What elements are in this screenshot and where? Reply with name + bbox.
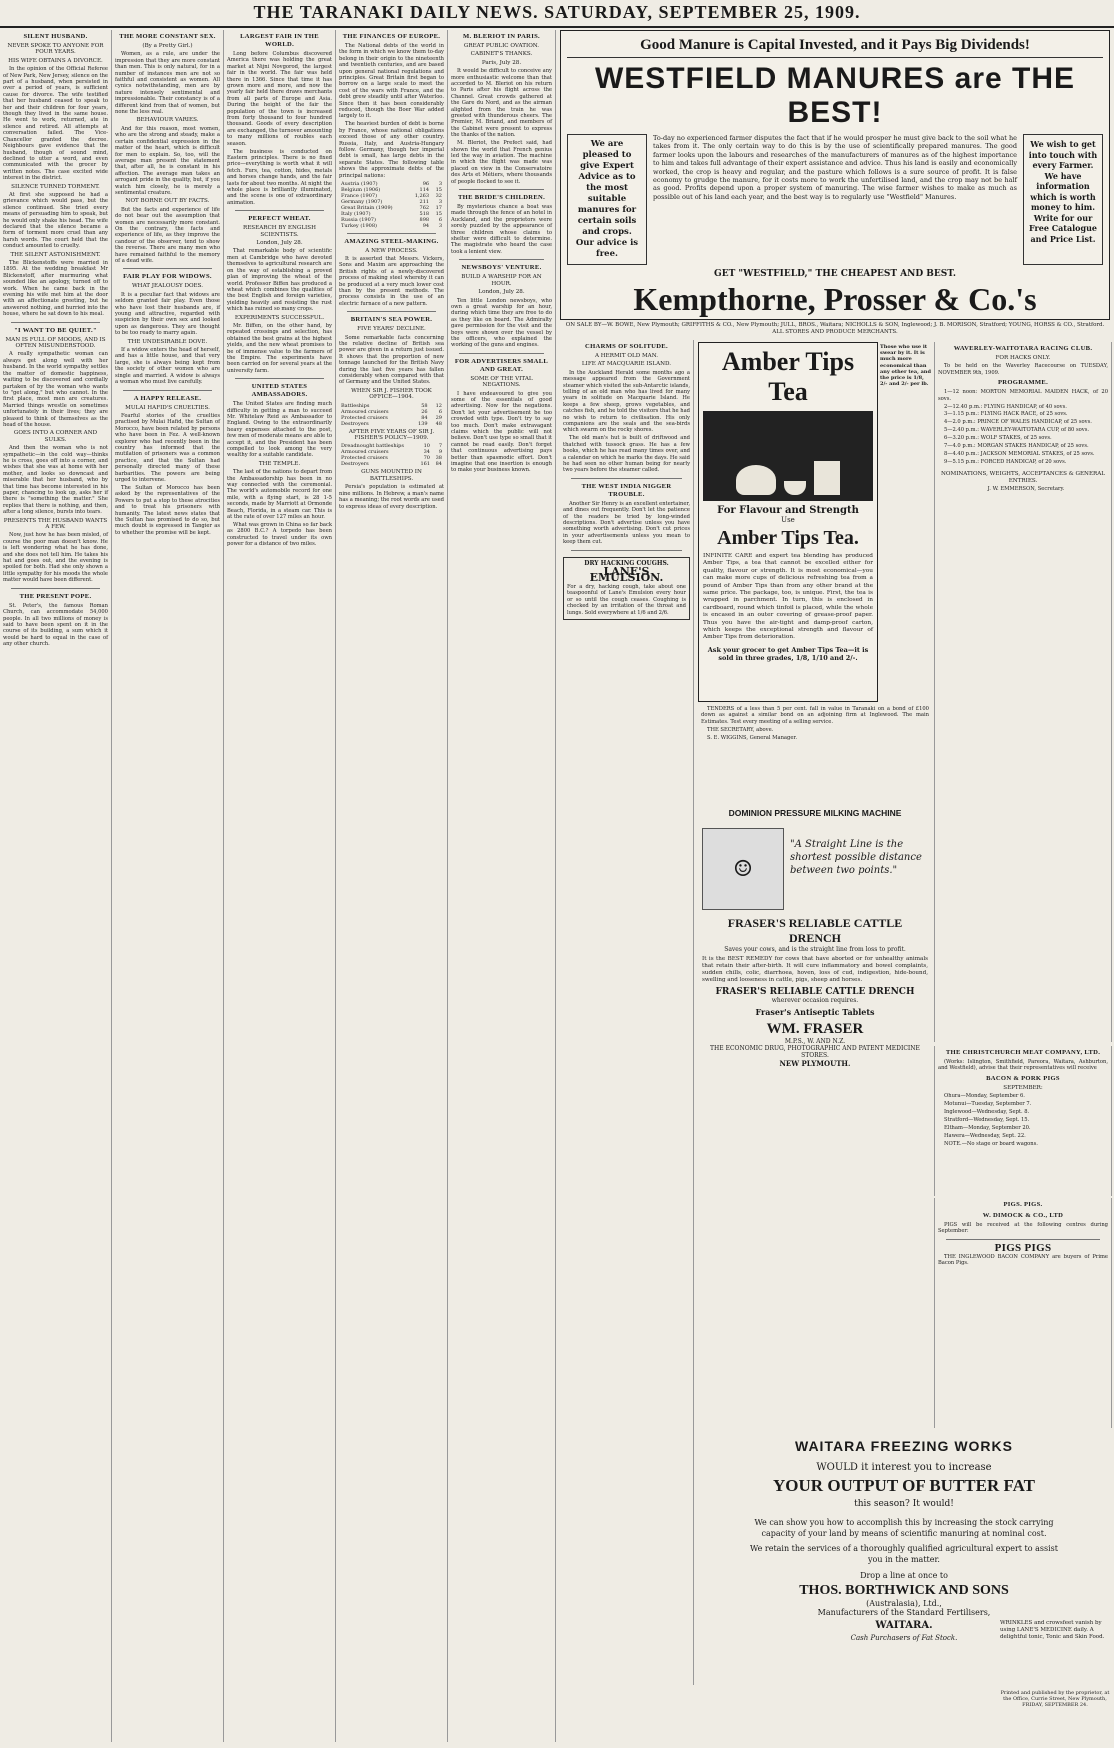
divider <box>347 311 436 312</box>
notice-signature: THE SECRETARY, above. <box>707 726 774 733</box>
table-cell: 94 <box>422 222 430 229</box>
table-cell: Armoured cruisers <box>341 408 389 415</box>
waitara-title: WAITARA FREEZING WORKS <box>795 1438 1013 1454</box>
subheadline: FOR HACKS ONLY. <box>995 355 1051 361</box>
amber-ask: Ask your grocer to get Amber Tips Tea—it is sold in three grades, 1/8, 1/10 and 2/-. <box>707 645 869 662</box>
article-text: A really sympathetic woman can always get along well with her husband. In the world sympathy settles the matter of domestic happiness, waiting to be discovered and cordially partaken of by the woman who wants to "get along," but who cannot. In the first place, most men are creatures. Married things wrestle on sometimes unfortunately in their lives; they are pleased to think of themselves as the head of the house. <box>3 351 108 428</box>
divider <box>11 322 100 323</box>
divider <box>235 378 324 379</box>
subheadline: GOES INTO A CORNER AND SULKS. <box>13 430 98 443</box>
table-cell: Belgium (1906) <box>341 186 381 193</box>
subheadline: SILENCE TURNED TORMENT. <box>11 183 100 190</box>
subheadline: SOME OF THE VITAL NEGATIONS. <box>470 375 533 389</box>
subheadline: NOT BORNE OUT BY FACTS. <box>125 198 210 205</box>
fraser-drench-ad <box>698 824 932 1114</box>
divider <box>571 478 682 479</box>
waitara-body-2: We retain the services of a thoroughly qualified agricultural expert to assist you in the matter. <box>750 1544 1058 1564</box>
article-text: M. Bleriot, the Prefect said, had shown the world that French genius led the way in aviation. The machine in which the flight was made was placed on view in the Conservatoire des Arts et Métiers, where thousands of people flocked to see it. <box>451 140 552 185</box>
ad-advice-box: We are pleased to give Expert Advice as to the most suitable manures for certain soils and crops. Our advice is free. <box>567 134 647 265</box>
table-cell: 26 <box>421 408 428 415</box>
headline: PERFECT WHEAT. <box>248 215 311 223</box>
headline: W. DIMOCK & CO., LTD <box>982 1212 1064 1219</box>
pigs-column <box>934 1198 1112 1428</box>
table-cell: 34 <box>423 449 430 456</box>
subheadline: HIS WIFE OBTAINS A DIVORCE. <box>8 57 103 64</box>
subheadline: BUILD A WARSHIP FOR AN HOUR. <box>461 274 542 287</box>
article-text: I have endeavoured to give you some of the essentials of good advertising. Now for the negations. Don't let your advertisement be too crowded with type. Don't try to say too much. Don't make extravagant claims which the public will not believe. Don't use type so small that it cannot be read easily. Don't forget that continuous advertising pays better than spasmodic effort. Don't imagine that one insertion is enough to make your business known. <box>451 390 552 474</box>
waitara-freezing-ad <box>698 1432 1110 1702</box>
headline: PIGS PIGS <box>994 1241 1052 1254</box>
headline: THE PRESENT POPE. <box>19 592 92 600</box>
article-text: Fearful stories of the cruelties practised by Mulai Hafid, the Sultan of Morocco, have been related by persons who have been in Fez. A well-known explorer who had recently been in the country has informed that the mutilation of prisoners was a common practice, and that the Sultan had personally directed many of these barbarities. The powers are being urged to intervene. <box>115 412 220 483</box>
headline: BRITAIN'S SEA POWER. <box>350 316 433 324</box>
amber-flavour: For Flavour and Strength <box>717 505 859 516</box>
article-text: Persia's population is estimated at nine millions. In Hebrew, a man's name has a meaning; the root words are used to express ideas of every description. <box>339 484 444 510</box>
headline: PIGS. PIGS. <box>1003 1201 1043 1208</box>
table-cell: 114 <box>419 186 430 193</box>
subheadline: EXPERIMENTS SUCCESSFUL. <box>234 314 325 321</box>
subheadline: THE UNDESIRABLE DOVE. <box>127 338 208 345</box>
race-list <box>938 389 1108 465</box>
table-cell: 1,263 <box>414 192 430 199</box>
article-text: The business is conducted on Eastern principles. There is no fixed price—everything is worth what it will fetch. Furs, tea, cotton, hides, metals and horses change hands, and the fair lasts for about two months. At night the whole place is brilliantly illuminated, and the scene is one of extraordinary animation. <box>227 148 332 206</box>
subheadline: WHAT JEALOUSY DOES. <box>131 283 204 290</box>
debt-table <box>339 181 444 229</box>
column-1 <box>0 30 112 1742</box>
schedule-item: Stratford—Wednesday, Sept. 15. <box>944 1116 1030 1123</box>
headline: M. BLERIOT IN PARIS. <box>462 33 541 40</box>
schedule-item: Hawera—Wednesday, Sept. 22. <box>944 1132 1026 1139</box>
divider <box>571 550 682 551</box>
table-cell: 84 <box>421 414 428 421</box>
amber-brand: Amber Tips Tea. <box>717 527 859 549</box>
fraser-town: NEW PLYMOUTH. <box>779 1059 851 1068</box>
headline: FAIR PLAY FOR WIDOWS. <box>123 273 212 281</box>
lane-ad <box>563 557 690 620</box>
notice-signature: S. E. WIGGINS, General Manager. <box>707 734 797 741</box>
dominion-banner: DOMINION PRESSURE MILKING MACHINE <box>728 808 902 818</box>
headline: BACON & PORK PIGS <box>986 1074 1060 1082</box>
subheadline: GUNS MOUNTED IN BATTLESHIPS. <box>361 469 422 482</box>
waitara-cash: Cash Purchasers of Fat Stock. <box>850 1634 958 1642</box>
lane-ad-title: LANE'S EMULSION. <box>589 565 664 585</box>
table-cell: 211 <box>419 198 430 205</box>
table-cell: 15 <box>435 186 442 193</box>
subheadline: FIVE YEARS' DECLINE. <box>357 326 426 333</box>
waitara-line3: this season? It would! <box>854 1499 954 1509</box>
table-cell: Italy (1907) <box>341 210 371 217</box>
table-cell: 32 <box>435 192 442 199</box>
straight-line-quote: "A Straight Line is the shortest possible distance between two points." <box>790 839 922 876</box>
article-text: To be held on the Waverley Racecourse on TUESDAY, NOVEMBER 9th, 1909. <box>938 363 1108 376</box>
ad-slogan: GET "WESTFIELD," THE CHEAPEST AND BEST. <box>714 269 956 279</box>
fraser-sub: wherever occasion requires. <box>771 997 859 1004</box>
table-cell: Germany (1907) <box>341 198 383 205</box>
table-cell: Austria (1907) <box>341 180 378 187</box>
headline: THE FINANCES OF EUROPE. <box>342 33 441 40</box>
ad-body: To-day no experienced farmer disputes the fact that if he would prosper he must give back to the soil what he takes from it. The only certain way to do this is by the use of scientifically prepared manures. The good farmer looks upon the labours and researches of the manufacturers of manures as of the highest importance to him and takes full advantage of their expert assistance and advice. Thus his land is easily and economically worked, the crop is heavy and regular, and the pasture which follows is a sure source of profit. It is false economy to grudge the manure, for it costs more to work the unfertilised land, and the crop may not be half as good. Profits depend upon a proper system of manuring. The wise farmer wishes to make as much as possible out of his land each year, and the best way is to regularly use "Westfield" Manures. <box>653 134 1017 201</box>
fraser-title: FRASER'S RELIABLE CATTLE DRENCH <box>727 916 903 945</box>
table-cell: Destroyers <box>341 420 369 427</box>
article-text: The last of the nations to depart from the Ambassadorship has been in no way connected with the ceremonial. The world's automobile record for one mile, with a flying start, is 28 1-5 seconds, made by Marriott at Ormonde Beach, Florida, in a steam car. This is at the rate of over 127 miles an hour. <box>227 469 332 521</box>
amber-tips-ad <box>698 342 878 702</box>
person-icon: ☺ <box>733 856 753 882</box>
subheadline: RESEARCH BY ENGLISH SCIENTISTS. <box>243 225 316 238</box>
table-cell: Turkey (1908) <box>341 222 377 229</box>
divider <box>235 210 324 211</box>
cup-icon <box>784 481 806 495</box>
column-4 <box>336 30 448 1742</box>
table-cell: 10 <box>423 443 430 450</box>
article-text: The United States are finding much difficulty in getting a man to succeed Mr. Whitelaw Reid as Ambassador to England. Owing to the extraordinarily heavy expenses attached to the post, few men of moderate means are able to accept it, and the President has been compelled to look among the very wealthy for a suitable candidate. <box>227 401 332 459</box>
waitara-body: We can show you how to accomplish this by increasing the stock carrying capacity of your land by means of scientific manuring at nominal cost. <box>754 1518 1054 1538</box>
table-cell: 48 <box>435 420 442 427</box>
divider <box>123 390 212 391</box>
table-cell: 7 <box>438 443 442 450</box>
divider <box>11 588 100 589</box>
meat-schedule <box>938 1093 1108 1139</box>
table-cell: 898 <box>419 216 430 223</box>
divider <box>347 233 436 234</box>
subheadline: CABINET'S THANKS. <box>470 51 533 58</box>
schedule-item: Inglewood—Wednesday, Sept. 8. <box>944 1109 1030 1116</box>
table-cell: 3 <box>438 198 442 205</box>
article-text: Some remarkable facts concerning the relative decline of British sea power are given in a return just issued. It shows that the proportion of new tonnage launched for the British Navy during the last five years has fallen considerably when compared with that of Germany and the United States. <box>339 334 444 386</box>
fraser-antiseptic: Fraser's Antiseptic Tablets <box>755 1007 875 1017</box>
article-text: If a widow enters the head of herself, and has a little house, and that very large, she is always being kept from the society of other women who are single and married. A widow is always a woman who must live carefully. <box>115 347 220 386</box>
ad-contact-box: We wish to get into touch with every Farmer. We have information which is worth money to him. Write for our Free Catalogue and Price List. <box>1023 134 1103 265</box>
table-cell: Protected cruisers <box>341 455 388 462</box>
table-cell: 6 <box>438 216 442 223</box>
table-cell: 58 <box>421 402 428 409</box>
imprint: Printed and published by the proprietor, at the Office, Currie Street, New Plymouth, FRIDAY, SEPTEMBER 24. <box>1000 1690 1110 1708</box>
headline: WAVERLEY-WAITOTARA RACING CLUB. <box>953 345 1093 352</box>
subheadline: AFTER FIVE YEARS OF SIR J. FISHER'S POLICY—1909. <box>348 428 435 442</box>
article-text: (Works: Islington, Smithfield, Pareora, Waitara, Ashburton, and Westfield), advise that their representatives will receive <box>938 1059 1108 1072</box>
waitara-drop: Drop a line at once to <box>860 1571 948 1580</box>
race-item: 5—2.40 p.m.: WAVERLEY-WAITOTARA CUP, of 80 sovs. <box>944 427 1090 434</box>
table-cell: France (1907) <box>341 192 378 199</box>
amber-body: INFINITE CARE and expert tea blending has produced Amber Tips, a tea that cannot be excelled either for quality, flavour or strength. It is most economical—you can make more cups of delicious refreshing tea from a pound of Amber Tips than from any other brand at the same price. The package, too, is unique. First, the tea is wrapped in parchment. In turn, this is enclosed in cardboard, round which tinfoil is placed, while the whole is encased in an outer covering of grease-proof paper. Thus you have the air-tight and damp-proof carton, which keeps the exceptional strength and flavour of Amber Tips from deterioration. <box>703 553 873 641</box>
dateline: London, July 28. <box>256 240 303 247</box>
amber-side-note: Those who use it swear by it. It is much more economical than any other tea, and the price is 1/8, 2/- and 2/- per lb. <box>880 344 931 388</box>
column-2 <box>112 30 224 1742</box>
table-cell: Dreadnought battleships <box>341 443 404 450</box>
article-text: The Blickenstoffs were married in 1895. At the wedding breakfast Mr Blickenstoff, after murmuring what sounded like an apology, turned off to work. When he came back in the evening his wife met him at the door with an affectionate greeting, but he answered nothing, and hurried into the house, where he sat down to his meal. <box>3 260 108 318</box>
fraser-title-2: FRASER'S RELIABLE CATTLE DRENCH <box>715 987 915 997</box>
amber-use: Use <box>781 516 795 524</box>
article-text: But the facts and experience of life do not bear out the assumption that women are necessarily more constant. On the contrary, the facts and experience of life, as they improve the candour of the observer, tend to show the reverse. There are many men who have remained faithful to the memory of a dead wife. <box>115 206 220 264</box>
byline: (By a Pretty Girl.) <box>142 43 193 49</box>
subheadline: SEPTEMBER: <box>1003 1084 1043 1091</box>
table-cell: 139 <box>418 420 428 427</box>
column-6 <box>560 340 694 1685</box>
subheadline: MULAI HAFID'S CRUELTIES. <box>125 404 210 411</box>
fraser-name: WM. FRASER <box>766 1021 864 1037</box>
race-item: 8—4.40 p.m.: JACKSON MEMORIAL STAKES, of 25 sovs. <box>944 450 1095 457</box>
divider <box>459 189 544 190</box>
race-item: 2—12.40 p.m.: FLYING HANDICAP, of 40 sovs. <box>944 403 1067 410</box>
subheadline: THE SILENT ASTONISHMENT. <box>10 251 101 258</box>
table-cell: 96 <box>422 180 430 187</box>
table-cell: 29 <box>435 414 442 421</box>
headline: CHARMS OF SOLITUDE. <box>585 343 668 350</box>
subheadline: BEHAVIOUR VARIES. <box>136 117 199 124</box>
article-text: Another Sir Henry is an excellent entertainer, and dines out frequently. Don't let the patience of the readers be tried by long-winded descriptions. Don't advertise unless you have something worth advertising. Don't cut prices in your advertisements unless you mean to keep them cut. <box>563 500 690 546</box>
article-text: In the Auckland Herald some months ago a message appeared from the Government steamer which visited the sub-Antarctic islands, telling of an old man who has lived for many years in solitude on Macquarie Island. He keeps a few sheep, grows vegetables, and catches fish, and he told the visitors that he had no wish to return to civilisation. His only companions are the seals and the sea-birds which swarm on the rocky shores. <box>563 369 690 434</box>
amber-title: Amber Tips Tea <box>721 347 855 406</box>
table-cell: 6 <box>438 408 442 415</box>
meat-company-column <box>934 1046 1112 1196</box>
headline: THE BRIDE'S CHILDREN. <box>457 194 546 202</box>
waitara-firm: THOS. BORTHWICK AND SONS <box>799 1583 1009 1598</box>
table-cell: 84 <box>435 461 442 468</box>
westfield-manures-ad <box>560 30 1110 320</box>
headline: A HAPPY RELEASE. <box>133 394 202 402</box>
race-item: 1—12 noon: MORTON MEMORIAL MAIDEN HACK, of 20 sovs. <box>938 389 1108 402</box>
table-row <box>339 461 444 467</box>
headline: AMAZING STEEL-MAKING. <box>344 237 439 245</box>
lane-ad-headline: DRY HACKING COUGHS. <box>584 559 669 567</box>
ad-tagline: Good Manure is Capital Invested, and it Pays Big Dividends! <box>567 37 1103 58</box>
subheadline: NOMINATIONS, WEIGHTS, ACCEPTANCES & GENERAL ENTRIES. <box>941 471 1105 484</box>
ad-firm-name: Kempthorne, Prosser & Co.'s <box>633 281 1037 317</box>
race-item: 6—3.20 p.m.: WOLF STAKES, of 25 sovs. <box>944 435 1052 442</box>
headline: SILENT HUSBAND. <box>23 33 88 40</box>
divider <box>946 1239 1100 1240</box>
article-text: The Sultan of Morocco has been asked by the representatives of the Powers to put a stop to these atrocities and to treat his prisoners with humanity. The latest news states that the Sultan has promised to do so, but much doubt is expressed in Tangier as to whether the promise will be kept. <box>115 484 220 536</box>
fraser-tagline: Saves your cows, and is the straight line from loss to profit. <box>724 946 906 953</box>
table-cell: 9 <box>438 449 442 456</box>
headline: FOR ADVERTISERS SMALL AND GREAT. <box>454 357 549 373</box>
article-text: The National debts of the world in the form in which we know them to-day belong in their origin to the nineteenth and twentieth centuries, and are based upon general national regulations and principles. Great Britain first began to borrow on a large scale to meet the cost of the wars with France, and the debt grew steadily until after Waterloo. Since then it has been considerably reduced, though the Boer War added largely to it. <box>339 43 444 120</box>
divider <box>123 268 212 269</box>
table-row <box>339 421 444 427</box>
table-cell: 17 <box>435 204 442 211</box>
farmer-illustration <box>702 828 784 910</box>
subheadline: GREAT PUBLIC OVATION. <box>463 43 540 49</box>
article-text: Mr. Biffen, on the other hand, by repeated crossings and selection, has obtained the best grains at the highest yields, and the new wheat promises to be of immense value to the farmers of the Empire. The experiments have been carried on for several years at the university farm. <box>227 322 332 374</box>
table-cell: 161 <box>420 461 430 468</box>
subheadline: THE TEMPLE. <box>258 460 301 467</box>
teapot-icon <box>736 465 776 495</box>
article-text: In the opinion of the Official Referee of New Park, New Jersey, silence on the part of a husband, when persisted in over a period of years, is sufficient cause for divorce. The wife testified that her husband ceased to speak to her and their children for four years, though they lived in the same house. He went to work, returned, ate in silence and retired. All attempts at conversation failed. The Vice-Chancellor granted the decree. Neighbours gave evidence that the husband, though of sound mind, declined to utter a word, and even communicated with the grocer by written notes. The case excited wide interest in the district. <box>3 66 108 182</box>
table-cell: 70 <box>423 455 430 462</box>
schedule-item: Eltham—Monday, September 20. <box>944 1124 1031 1131</box>
waitara-line1: WOULD it interest you to increase <box>816 1462 992 1473</box>
waitara-town: WAITARA. <box>875 1620 933 1631</box>
headline: LARGEST FAIR IN THE WORLD. <box>240 33 319 48</box>
schedule-item: Ohura—Monday, September 6. <box>944 1093 1025 1100</box>
column-3 <box>224 30 336 1742</box>
article-text: NOTE.—No stage or board wagons. <box>944 1140 1038 1147</box>
article-text: It is a peculiar fact that widows are seldom granted fair play. Even those who have lost their husbands are, if young and attractive, regarded with suspicion by their own sex and looked upon as dangerous. They are thought to be too ready to marry again. <box>115 291 220 337</box>
ships-table-2 <box>339 443 444 467</box>
headline: NEWSBOYS' VENTURE. <box>461 264 542 272</box>
article-text: By mysterious chance a boat was made through the fence of an hotel in Auckland, and the proprietors were sorely puzzled by the appearance of three children whose claims to shelter were difficult to determine. The magistrate who heard the case took a lenient view. <box>451 204 552 255</box>
race-item: 9—5.15 p.m.: FORCED HANDICAP, of 20 sovs. <box>944 458 1067 465</box>
divider <box>459 353 544 354</box>
subheadline: WHEN SIR J. FISHER TOOK OFFICE—1904. <box>351 387 432 401</box>
headline: THE MORE CONSTANT SEX. <box>119 33 216 40</box>
westfield-agents: ON SALE BY—W. BOWE, New Plymouth; GRIFFITHS & CO., New Plymouth; JULL, BROS., Waitara; NICHOLLS & SON, Inglewood; J. B. MORISON, Stratford; YOUNG, HORSS & CO., Stratford. ALL STORES AND PRODUCE MERCHANTS. <box>565 322 1105 335</box>
table-cell: Protected cruisers <box>341 414 388 421</box>
land-notice <box>698 706 932 806</box>
teapot-illustration <box>703 411 873 501</box>
headline: THE WEST INDIA NIGGER TROUBLE. <box>581 482 672 498</box>
article-text: And then the woman who is not sympathetic—in the cold way—thinks he is cross, goes off into a corner, and wishes that she was at home with her mother, and looks so downcast and miserable that her husband, who by that time has become interested in his paper, chancing to look up, asks her if there is "something the matter." She replies that there is nothing, and then, after a long silence, bursts into tears. <box>3 445 108 516</box>
headline: PROGRAMME. <box>997 379 1049 387</box>
article-text: That remarkable body of scientific men at Cambridge who have devoted themselves to agricultural research are on the way of establishing a proved plan of improving the wheat of the world. Professor Biffen has produced a wheat which combines the qualities of the best English and foreign varieties, yielding heavily and resisting the rust which has ruined so many crops. <box>227 248 332 313</box>
waverley-racing-column <box>934 342 1112 1042</box>
article-text: The old man's hut is built of driftwood and thatched with tussock grass. He has a few books, which he has read many times over, and a calendar on which he marks the days. He said he had seen no other human being for nearly two years before the steamer called. <box>563 435 690 474</box>
table-cell: Armoured cruisers <box>341 449 389 456</box>
fraser-body: It is the BEST REMEDY for cows that have aborted or for unhealthy animals that retain their after-birth. It will cure inflammatory and bowel complaints, sudden chills, colic, diarrhoea, hoven, loss of cud, indigestion, hide-bound, swelling and looseness in cattle, pigs, sheep and horses. <box>702 956 928 983</box>
article-text: Women, as a rule, are under the impression that they are more constant than men. This is only natural, for in a number of instances men are not so faithful and consistent as women. All cynics notwithstanding, men are by nature intensely sentimental and impressionable. Their constancy is of a different kind from that of women, but none the less real. <box>115 51 220 116</box>
headline: UNITED STATES AMBASSADORS. <box>251 383 308 399</box>
table-cell: Russia (1907) <box>341 216 376 223</box>
table-cell: 3 <box>438 222 442 229</box>
subheadline: A NEW PROCESS. <box>365 247 418 254</box>
subheadline: A HERMIT OLD MAN. <box>594 353 659 359</box>
masthead: THE TARANAKI DAILY NEWS. SATURDAY, SEPTEMBER 25, 1909. <box>0 0 1114 28</box>
dateline: Paris, July 28. <box>481 59 522 66</box>
table-row <box>339 205 444 211</box>
waitara-firm-3: Manufacturers of the Standard Fertilisers, <box>817 1608 991 1617</box>
table-cell: 38 <box>435 455 442 462</box>
table-cell: Destroyers <box>341 461 369 468</box>
fraser-quals: M.P.S., W. AND N.Z. <box>784 1038 846 1045</box>
secretary: J. W. EMMERSON, Secretary. <box>987 486 1065 493</box>
headline: THE CHRISTCHURCH MEAT COMPANY, LTD. <box>945 1049 1101 1056</box>
waitara-firm-2: (Australasia), Ltd., <box>866 1599 942 1608</box>
race-item: 3—1.15 p.m.: FLYING HACK RACE, of 25 sovs. <box>944 411 1068 418</box>
table-row <box>339 223 444 229</box>
article-text: At first she supposed he had a grievance which would pass, but the silence continued. She tried every means of persuading him to speak, but he would only shake his head. The wife declared that the silence became a form of torment more cruel than any harsh words. The court held that the conduct amounted to cruelty. <box>3 191 108 250</box>
article-text: The heaviest burden of debt is borne by France, whose national obligations exceed those of any other country. Russia, Italy, and Austria-Hungary follow. Germany, though her imperial debt is small, has large debts in the separate States. The following table shows the approximate debts of the principal nations: <box>339 121 444 179</box>
article-text: What was grown in China so far back as 2800 B.C.? A torpedo has been constructed to travel under its own power for a distance of two miles. <box>227 522 332 548</box>
tea-packet-icon <box>814 461 840 495</box>
subheadline: PRESENTS THE HUSBAND WANTS A FEW. <box>3 517 108 531</box>
fraser-desc: THE ECONOMIC DRUG, PHOTOGRAPHIC AND PATENT MEDICINE STORES. <box>710 1045 920 1059</box>
subheadline: NEVER SPOKE TO ANYONE FOR FOUR YEARS. <box>7 43 104 56</box>
column-5 <box>448 30 556 1742</box>
lane-ad-body: For a dry, hacking cough, take about one teaspoonful of Lane's Emulsion every hour or so until the cough ceases. Coughing is checked by an irritation of the throat and lungs. Sold everywhere at 1/6 and 2/6. <box>567 583 686 616</box>
table-cell: 12 <box>435 402 442 409</box>
table-cell: Great Britain (1909) <box>341 204 393 211</box>
ad-headline: WESTFIELD MANURES are THE BEST! <box>594 62 1076 129</box>
article-text: It is asserted that Messrs. Vickers, Sons and Maxim are approaching the British rights of a newly-discovered process of making steel whereby it can be produced at a very much lower cost than by the present methods. The process consists in the use of an electric furnace of a new pattern. <box>339 255 444 307</box>
table-cell: 3 <box>438 180 442 187</box>
dateline: London, July 28. <box>478 289 525 296</box>
article-text: PIGS will be received at the following centres during September: <box>938 1222 1108 1235</box>
race-item: 7—4.0 p.m.: MORGAN STAKES HANDICAP, of 25 sovs. <box>944 443 1089 450</box>
headline: "I WANT TO BE QUIET." <box>14 326 97 334</box>
notice-text: TENDERS of a less than 5 per cent. fall in value in Taranaki on a bond of £100 down as against a similar bond on an adjoining firm at Inglewood. The main Estimates. Test every meeting of a selling service. <box>701 706 929 725</box>
article-text: Now, just how he has been misled, of course the poor man doesn't know. He is left wondering what he has done, and she does not tell him. He takes his hat and goes out, and the evening is spoiled for both. Had she only shown a little sympathy for his moods the whole matter would have been different. <box>3 532 108 584</box>
table-cell: 518 <box>419 210 430 217</box>
article-text: Ten little London newsboys, who own a great warship for an hour, during which time they are free to do as they like on board. The Admiralty gave permission for the visit and the boys were shown over the vessel by the officers, who explained the working of the guns and engines. <box>451 297 552 349</box>
article-text: And for this reason, most women, who are the strong and steady, make a certain confidential expression in the matter of the heart, which is difficult for men to explain. So, too, will the average man present the statement that, after all, he is constant in his affection. The average man takes an arrogant pride in the quality, but, if you watch him closely, he is merely a sentimental creature. <box>115 125 220 196</box>
waitara-line2: YOUR OUTPUT OF BUTTER FAT <box>773 1476 1035 1495</box>
article-text: THE INGLEWOOD BACON COMPANY are buyers of Prime Bacon Pigs. <box>938 1253 1108 1267</box>
table-cell: Battleships <box>341 402 370 409</box>
schedule-item: Motunui—Tuesday, September 7. <box>944 1101 1032 1108</box>
ships-table <box>339 403 444 427</box>
article-text: Long before Columbus discovered America there was holding the great market at Nijni Novgorod, the largest fair in the world. The fair was held there in 1366. Since that time it has grown more and more, and now the yearly fair held there draws merchants from all parts of Europe and Asia. During the height of the fair the population of the town is increased from forty thousand to four hundred thousand. Goods of every description are exchanged, the turnover amounting to many millions of roubles each season. <box>227 51 332 147</box>
article-text: St. Peter's, the famous Roman Church, can accommodate 54,000 people. In all two millions of money is said to have been spent on it in the course of its building, a sum which it would be hard to equal in the case of any other church. <box>3 602 108 648</box>
race-item: 4—2.0 p.m.: PRINCE OF WALES HANDICAP, of 25 sovs. <box>944 419 1092 426</box>
article-text: It would be difficult to conceive any more enthusiastic welcome than that accorded to M. Bleriot on his return to Paris after his flight across the Channel. Great crowds gathered at the Gare du Nord, and as the airman alighted from the train he was greeted with thunderous cheers. The Premier, M. Briand, and members of the Cabinet were present to express the thanks of the nation. <box>451 68 552 139</box>
table-cell: 762 <box>419 204 430 211</box>
subheadline: LIFE AT MACQUARIE ISLAND. <box>581 361 672 368</box>
wrinkles-ad: WRINKLES and crowsfeet vanish by using LANE'S MEDICINE daily. A delightful tonic, Tonic and Skin Food. <box>1000 1620 1105 1640</box>
subheadline: MAN IS FULL OF MOODS, AND IS OFTEN MISUNDERSTOOD. <box>5 336 106 350</box>
table-cell: 15 <box>435 210 442 217</box>
divider <box>459 259 544 260</box>
